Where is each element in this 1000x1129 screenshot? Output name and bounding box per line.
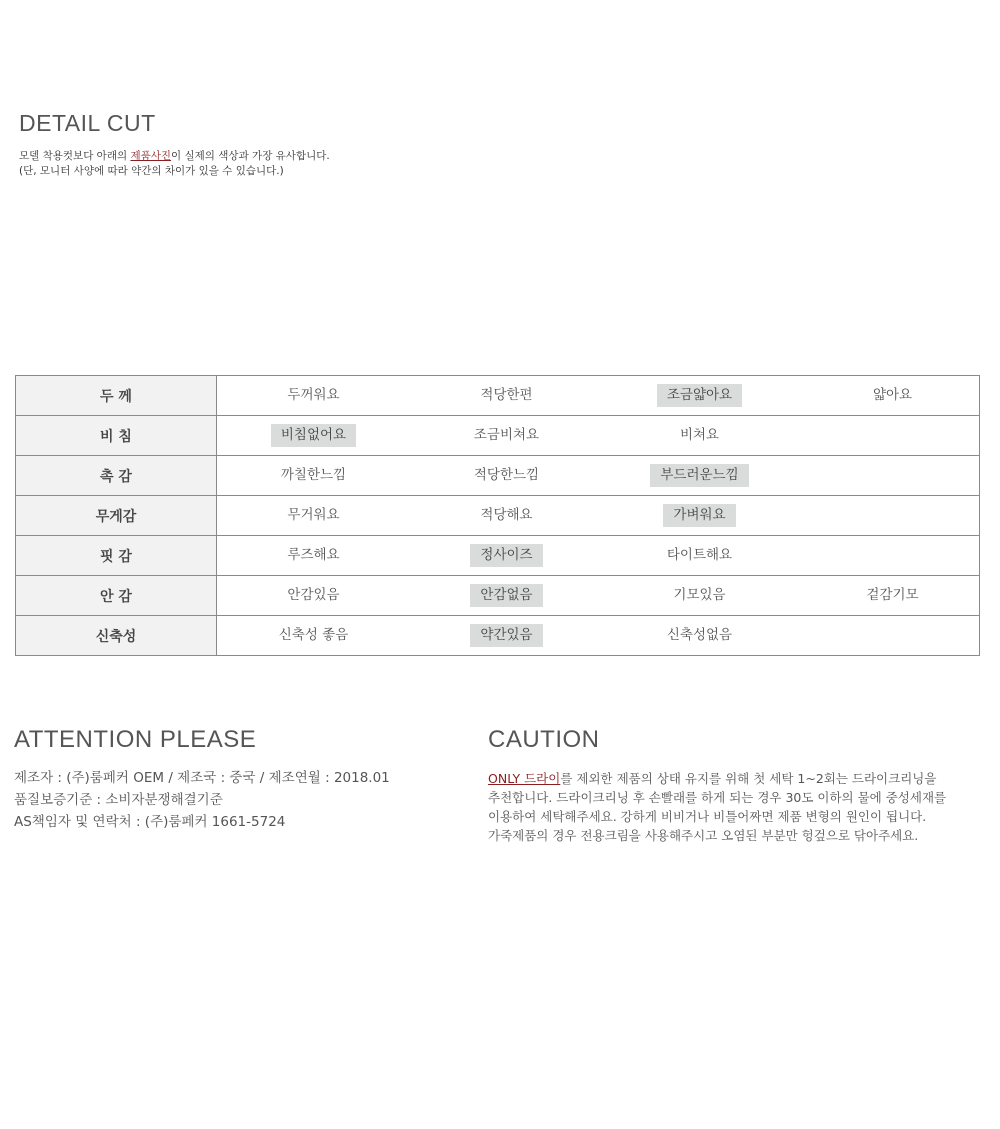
- spec-option-label: [883, 554, 903, 560]
- caution-body: [488, 769, 978, 845]
- caution-section: [488, 726, 978, 845]
- spec-option-label: 루즈해요: [287, 547, 340, 563]
- spec-option: [410, 464, 603, 487]
- detail-cut-section: [19, 110, 330, 179]
- spec-option-label: 비쳐요: [679, 427, 720, 443]
- product-photo-highlight: 제품사진: [130, 150, 172, 162]
- spec-option-label: 까칠한느낌: [280, 467, 347, 483]
- spec-option-label: 두꺼워요: [287, 387, 340, 403]
- spec-option: [217, 504, 410, 527]
- spec-option: [603, 584, 796, 607]
- spec-label: 무게감: [16, 496, 217, 536]
- spec-option: [603, 544, 796, 567]
- spec-option: [217, 464, 410, 487]
- spec-option: [603, 504, 796, 527]
- spec-row: [16, 376, 980, 416]
- spec-label: 안 감: [16, 576, 217, 616]
- spec-option: [603, 624, 796, 647]
- spec-label: 촉 감: [16, 456, 217, 496]
- attention-title: ATTENTION PLEASE: [14, 726, 257, 753]
- spec-option: [217, 384, 410, 407]
- as-contact: AS책임자 및 연락처 : (주)룸페커 1661-5724: [14, 814, 286, 830]
- spec-option-label: [883, 634, 903, 640]
- spec-option: [217, 624, 410, 647]
- spec-option-label: 얇아요: [872, 387, 913, 403]
- quality-standard: 품질보증기준 : 소비자분쟁해결기준: [14, 792, 223, 808]
- caution-line-1: [488, 769, 978, 788]
- spec-option: [796, 628, 989, 644]
- spec-options: [217, 416, 980, 456]
- spec-option-label: 신축성없음: [666, 627, 733, 643]
- spec-option-label: 적당해요: [480, 507, 533, 523]
- spec-row: [16, 416, 980, 456]
- spec-option: [796, 428, 989, 444]
- spec-options: [217, 376, 980, 416]
- spec-option: [410, 544, 603, 567]
- spec-option: [410, 584, 603, 607]
- manufacturer-info: 제조자 : (주)룸페커 OEM / 제조국 : 중국 / 제조연월 : 2018.01: [14, 770, 390, 786]
- spec-option: [796, 468, 989, 484]
- spec-row: [16, 496, 980, 536]
- spec-row: [16, 576, 980, 616]
- spec-label: 핏 감: [16, 536, 217, 576]
- spec-options: [217, 496, 980, 536]
- spec-row: [16, 616, 980, 656]
- spec-option-label: 무거워요: [287, 507, 340, 523]
- spec-option-selected: 비침없어요: [271, 424, 356, 447]
- spec-option: [410, 624, 603, 647]
- caution-line-3: 이용하여 세탁해주세요. 강하게 비비거나 비틀어짜면 제품 변형의 원인이 됩니다.: [488, 809, 927, 824]
- spec-option: [796, 584, 989, 607]
- caution-line-4: 가죽제품의 경우 전용크림을 사용해주시고 오염된 부분만 헝겊으로 닦아주세요.: [488, 828, 919, 843]
- spec-option-label: 기모있음: [673, 587, 726, 603]
- spec-option-label: 적당한느낌: [473, 467, 540, 483]
- spec-option-label: 조금비쳐요: [473, 427, 540, 443]
- spec-option-label: 안감있음: [287, 587, 340, 603]
- spec-option: [603, 384, 796, 407]
- detail-note-1: [19, 149, 330, 164]
- spec-option-label: 적당한편: [480, 387, 533, 403]
- spec-options: [217, 456, 980, 496]
- spec-option: [217, 584, 410, 607]
- spec-label: 두 께: [16, 376, 217, 416]
- only-dry-highlight: ONLY 드라이: [488, 771, 561, 786]
- spec-option-selected: 정사이즈: [470, 544, 542, 567]
- spec-row: [16, 536, 980, 576]
- caution-text: 를 제외한 제품의 상태 유지를 위해 첫 세탁 1~2회는 드라이크리닝을: [560, 771, 937, 786]
- spec-option-label: 타이트해요: [666, 547, 733, 563]
- spec-option: [217, 424, 410, 447]
- spec-option: [796, 384, 989, 407]
- note-text: 이 실제의 색상과 가장 유사합니다.: [171, 150, 330, 162]
- spec-option: [410, 384, 603, 407]
- caution-line-2: 추천합니다. 드라이크리닝 후 손빨래를 하게 되는 경우 30도 이하의 물에 중성세재를: [488, 790, 947, 805]
- spec-option-selected: 가벼워요: [663, 504, 735, 527]
- spec-options: [217, 616, 980, 656]
- spec-label: 비 침: [16, 416, 217, 456]
- spec-label: 신축성: [16, 616, 217, 656]
- spec-options: [217, 536, 980, 576]
- spec-option-label: [883, 514, 903, 520]
- detail-note-2: (단, 모니터 사양에 따라 약간의 차이가 있을 수 있습니다.): [19, 165, 284, 177]
- note-text: 모델 착용컷보다 아래의: [19, 150, 131, 162]
- spec-option-selected: 조금얇아요: [657, 384, 742, 407]
- spec-option-label: [883, 474, 903, 480]
- spec-option: [603, 464, 796, 487]
- spec-option: [410, 504, 603, 527]
- attention-section: [14, 726, 390, 833]
- spec-row: [16, 456, 980, 496]
- spec-option: [796, 508, 989, 524]
- spec-option-label: 겉감기모: [866, 587, 919, 603]
- detail-notes: [19, 149, 330, 179]
- spec-option: [796, 548, 989, 564]
- spec-option-label: [883, 434, 903, 440]
- spec-option-selected: 약간있음: [470, 624, 542, 647]
- spec-table: [15, 375, 980, 656]
- spec-option-selected: 안감없음: [470, 584, 542, 607]
- spec-options: [217, 576, 980, 616]
- spec-option: [603, 424, 796, 447]
- spec-option-label: 신축성 좋음: [278, 627, 349, 643]
- spec-option: [217, 544, 410, 567]
- caution-title: CAUTION: [488, 726, 600, 753]
- spec-option: [410, 424, 603, 447]
- spec-option-selected: 부드러운느낌: [650, 464, 748, 487]
- detail-cut-title: DETAIL CUT: [19, 110, 156, 136]
